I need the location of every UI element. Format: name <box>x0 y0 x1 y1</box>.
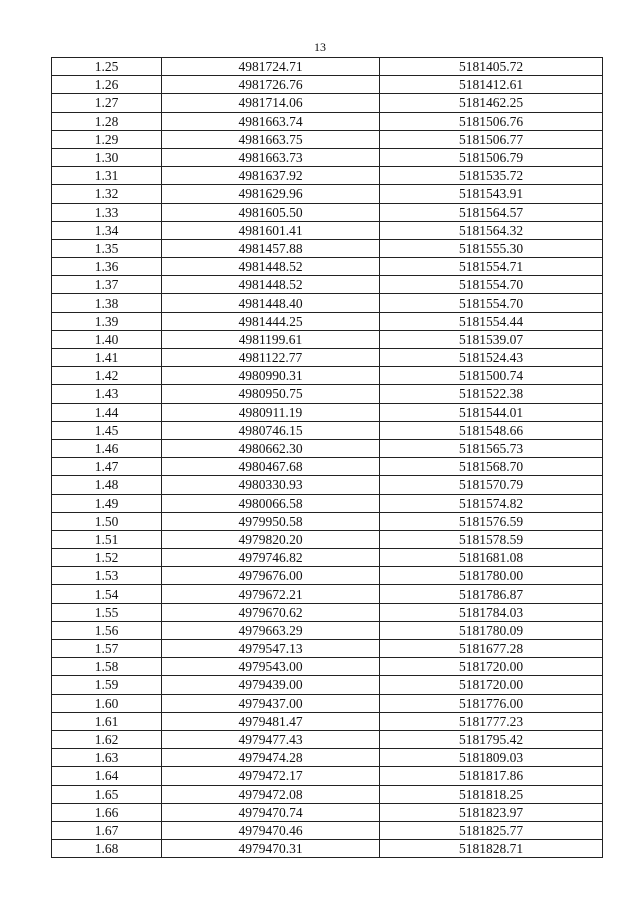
point-number-cell: 1.61 <box>52 712 162 730</box>
point-number-cell: 1.62 <box>52 730 162 748</box>
y-coordinate-cell: 5181554.70 <box>380 294 603 312</box>
y-coordinate-cell: 5181544.01 <box>380 403 603 421</box>
table-row <box>52 821 603 839</box>
point-number-cell: 1.34 <box>52 221 162 239</box>
point-number-cell: 1.46 <box>52 439 162 457</box>
x-coordinate-cell: 4981663.73 <box>162 148 380 166</box>
x-coordinate-cell: 4981663.74 <box>162 112 380 130</box>
x-coordinate-cell: 4979663.29 <box>162 621 380 639</box>
x-coordinate-cell: 4980990.31 <box>162 367 380 385</box>
point-number-cell: 1.37 <box>52 276 162 294</box>
y-coordinate-cell: 5181784.03 <box>380 603 603 621</box>
point-number-cell: 1.30 <box>52 148 162 166</box>
x-coordinate-cell: 4981457.88 <box>162 239 380 257</box>
point-number-cell: 1.65 <box>52 785 162 803</box>
point-number-cell: 1.51 <box>52 530 162 548</box>
y-coordinate-cell: 5181780.00 <box>380 567 603 585</box>
y-coordinate-cell: 5181823.97 <box>380 803 603 821</box>
table-row <box>52 294 603 312</box>
y-coordinate-cell: 5181506.76 <box>380 112 603 130</box>
point-number-cell: 1.43 <box>52 385 162 403</box>
x-coordinate-cell: 4979543.00 <box>162 658 380 676</box>
point-number-cell: 1.64 <box>52 767 162 785</box>
y-coordinate-cell: 5181522.38 <box>380 385 603 403</box>
point-number-cell: 1.56 <box>52 621 162 639</box>
x-coordinate-cell: 4980746.15 <box>162 421 380 439</box>
x-coordinate-cell: 4980950.75 <box>162 385 380 403</box>
x-coordinate-cell: 4979481.47 <box>162 712 380 730</box>
x-coordinate-cell: 4981637.92 <box>162 167 380 185</box>
table-row <box>52 58 603 76</box>
table-row <box>52 530 603 548</box>
table-row <box>52 421 603 439</box>
x-coordinate-cell: 4979820.20 <box>162 530 380 548</box>
table-row <box>52 94 603 112</box>
point-number-cell: 1.41 <box>52 349 162 367</box>
x-coordinate-cell: 4981448.52 <box>162 276 380 294</box>
x-coordinate-cell: 4980467.68 <box>162 458 380 476</box>
x-coordinate-cell: 4981724.71 <box>162 58 380 76</box>
table-row <box>52 349 603 367</box>
table-row <box>52 803 603 821</box>
point-number-cell: 1.42 <box>52 367 162 385</box>
y-coordinate-cell: 5181500.74 <box>380 367 603 385</box>
x-coordinate-cell: 4981726.76 <box>162 76 380 94</box>
x-coordinate-cell: 4981448.52 <box>162 258 380 276</box>
table-row <box>52 640 603 658</box>
y-coordinate-cell: 5181777.23 <box>380 712 603 730</box>
x-coordinate-cell: 4979470.74 <box>162 803 380 821</box>
table-row <box>52 112 603 130</box>
table-row <box>52 330 603 348</box>
table-row <box>52 458 603 476</box>
y-coordinate-cell: 5181568.70 <box>380 458 603 476</box>
point-number-cell: 1.52 <box>52 549 162 567</box>
y-coordinate-cell: 5181720.00 <box>380 658 603 676</box>
point-number-cell: 1.29 <box>52 130 162 148</box>
y-coordinate-cell: 5181539.07 <box>380 330 603 348</box>
table-row <box>52 549 603 567</box>
x-coordinate-cell: 4979670.62 <box>162 603 380 621</box>
table-row <box>52 276 603 294</box>
point-number-cell: 1.60 <box>52 694 162 712</box>
point-number-cell: 1.27 <box>52 94 162 112</box>
point-number-cell: 1.36 <box>52 258 162 276</box>
x-coordinate-cell: 4981444.25 <box>162 312 380 330</box>
point-number-cell: 1.26 <box>52 76 162 94</box>
x-coordinate-cell: 4981199.61 <box>162 330 380 348</box>
point-number-cell: 1.47 <box>52 458 162 476</box>
y-coordinate-cell: 5181818.25 <box>380 785 603 803</box>
table-row <box>52 221 603 239</box>
point-number-cell: 1.58 <box>52 658 162 676</box>
table-row <box>52 167 603 185</box>
point-number-cell: 1.59 <box>52 676 162 694</box>
x-coordinate-cell: 4981629.96 <box>162 185 380 203</box>
x-coordinate-cell: 4979470.46 <box>162 821 380 839</box>
point-number-cell: 1.33 <box>52 203 162 221</box>
y-coordinate-cell: 5181576.59 <box>380 512 603 530</box>
table-row <box>52 603 603 621</box>
table-row <box>52 567 603 585</box>
table-row <box>52 585 603 603</box>
point-number-cell: 1.45 <box>52 421 162 439</box>
point-number-cell: 1.50 <box>52 512 162 530</box>
x-coordinate-cell: 4979547.13 <box>162 640 380 658</box>
coordinates-table <box>51 57 603 858</box>
table-row <box>52 385 603 403</box>
point-number-cell: 1.35 <box>52 239 162 257</box>
x-coordinate-cell: 4980330.93 <box>162 476 380 494</box>
table-row <box>52 476 603 494</box>
table-row <box>52 658 603 676</box>
x-coordinate-cell: 4979472.08 <box>162 785 380 803</box>
table-row <box>52 258 603 276</box>
x-coordinate-cell: 4979950.58 <box>162 512 380 530</box>
point-number-cell: 1.31 <box>52 167 162 185</box>
y-coordinate-cell: 5181578.59 <box>380 530 603 548</box>
y-coordinate-cell: 5181405.72 <box>380 58 603 76</box>
table-row <box>52 694 603 712</box>
x-coordinate-cell: 4979470.31 <box>162 840 380 858</box>
x-coordinate-cell: 4979439.00 <box>162 676 380 694</box>
table-row <box>52 621 603 639</box>
y-coordinate-cell: 5181574.82 <box>380 494 603 512</box>
table-row <box>52 76 603 94</box>
y-coordinate-cell: 5181564.32 <box>380 221 603 239</box>
y-coordinate-cell: 5181506.77 <box>380 130 603 148</box>
y-coordinate-cell: 5181828.71 <box>380 840 603 858</box>
coordinates-table-body <box>52 58 603 858</box>
point-number-cell: 1.25 <box>52 58 162 76</box>
point-number-cell: 1.32 <box>52 185 162 203</box>
point-number-cell: 1.28 <box>52 112 162 130</box>
table-row <box>52 148 603 166</box>
table-row <box>52 749 603 767</box>
x-coordinate-cell: 4979474.28 <box>162 749 380 767</box>
point-number-cell: 1.38 <box>52 294 162 312</box>
page-number: 13 <box>314 40 326 54</box>
y-coordinate-cell: 5181565.73 <box>380 439 603 457</box>
point-number-cell: 1.53 <box>52 567 162 585</box>
x-coordinate-cell: 4979437.00 <box>162 694 380 712</box>
y-coordinate-cell: 5181776.00 <box>380 694 603 712</box>
point-number-cell: 1.55 <box>52 603 162 621</box>
y-coordinate-cell: 5181817.86 <box>380 767 603 785</box>
table-row <box>52 676 603 694</box>
x-coordinate-cell: 4981663.75 <box>162 130 380 148</box>
y-coordinate-cell: 5181535.72 <box>380 167 603 185</box>
point-number-cell: 1.68 <box>52 840 162 858</box>
point-number-cell: 1.40 <box>52 330 162 348</box>
y-coordinate-cell: 5181506.79 <box>380 148 603 166</box>
y-coordinate-cell: 5181555.30 <box>380 239 603 257</box>
table-row <box>52 730 603 748</box>
point-number-cell: 1.49 <box>52 494 162 512</box>
point-number-cell: 1.57 <box>52 640 162 658</box>
point-number-cell: 1.67 <box>52 821 162 839</box>
x-coordinate-cell: 4980662.30 <box>162 439 380 457</box>
y-coordinate-cell: 5181795.42 <box>380 730 603 748</box>
table-row <box>52 239 603 257</box>
table-row <box>52 840 603 858</box>
y-coordinate-cell: 5181412.61 <box>380 76 603 94</box>
y-coordinate-cell: 5181681.08 <box>380 549 603 567</box>
y-coordinate-cell: 5181720.00 <box>380 676 603 694</box>
y-coordinate-cell: 5181554.71 <box>380 258 603 276</box>
y-coordinate-cell: 5181677.28 <box>380 640 603 658</box>
table-row <box>52 712 603 730</box>
x-coordinate-cell: 4981714.06 <box>162 94 380 112</box>
table-row <box>52 494 603 512</box>
x-coordinate-cell: 4981122.77 <box>162 349 380 367</box>
x-coordinate-cell: 4981448.40 <box>162 294 380 312</box>
point-number-cell: 1.63 <box>52 749 162 767</box>
table-row <box>52 767 603 785</box>
x-coordinate-cell: 4981601.41 <box>162 221 380 239</box>
y-coordinate-cell: 5181543.91 <box>380 185 603 203</box>
x-coordinate-cell: 4979672.21 <box>162 585 380 603</box>
x-coordinate-cell: 4980911.19 <box>162 403 380 421</box>
table-row <box>52 367 603 385</box>
y-coordinate-cell: 5181809.03 <box>380 749 603 767</box>
y-coordinate-cell: 5181548.66 <box>380 421 603 439</box>
point-number-cell: 1.44 <box>52 403 162 421</box>
y-coordinate-cell: 5181524.43 <box>380 349 603 367</box>
table-row <box>52 130 603 148</box>
point-number-cell: 1.48 <box>52 476 162 494</box>
table-row <box>52 185 603 203</box>
x-coordinate-cell: 4979676.00 <box>162 567 380 585</box>
y-coordinate-cell: 5181780.09 <box>380 621 603 639</box>
y-coordinate-cell: 5181570.79 <box>380 476 603 494</box>
y-coordinate-cell: 5181462.25 <box>380 94 603 112</box>
y-coordinate-cell: 5181554.44 <box>380 312 603 330</box>
point-number-cell: 1.39 <box>52 312 162 330</box>
table-row <box>52 312 603 330</box>
y-coordinate-cell: 5181554.70 <box>380 276 603 294</box>
table-row <box>52 512 603 530</box>
table-row <box>52 785 603 803</box>
x-coordinate-cell: 4979477.43 <box>162 730 380 748</box>
y-coordinate-cell: 5181786.87 <box>380 585 603 603</box>
y-coordinate-cell: 5181564.57 <box>380 203 603 221</box>
x-coordinate-cell: 4980066.58 <box>162 494 380 512</box>
x-coordinate-cell: 4979472.17 <box>162 767 380 785</box>
point-number-cell: 1.66 <box>52 803 162 821</box>
table-row <box>52 403 603 421</box>
point-number-cell: 1.54 <box>52 585 162 603</box>
y-coordinate-cell: 5181825.77 <box>380 821 603 839</box>
x-coordinate-cell: 4979746.82 <box>162 549 380 567</box>
table-row <box>52 439 603 457</box>
x-coordinate-cell: 4981605.50 <box>162 203 380 221</box>
table-row <box>52 203 603 221</box>
